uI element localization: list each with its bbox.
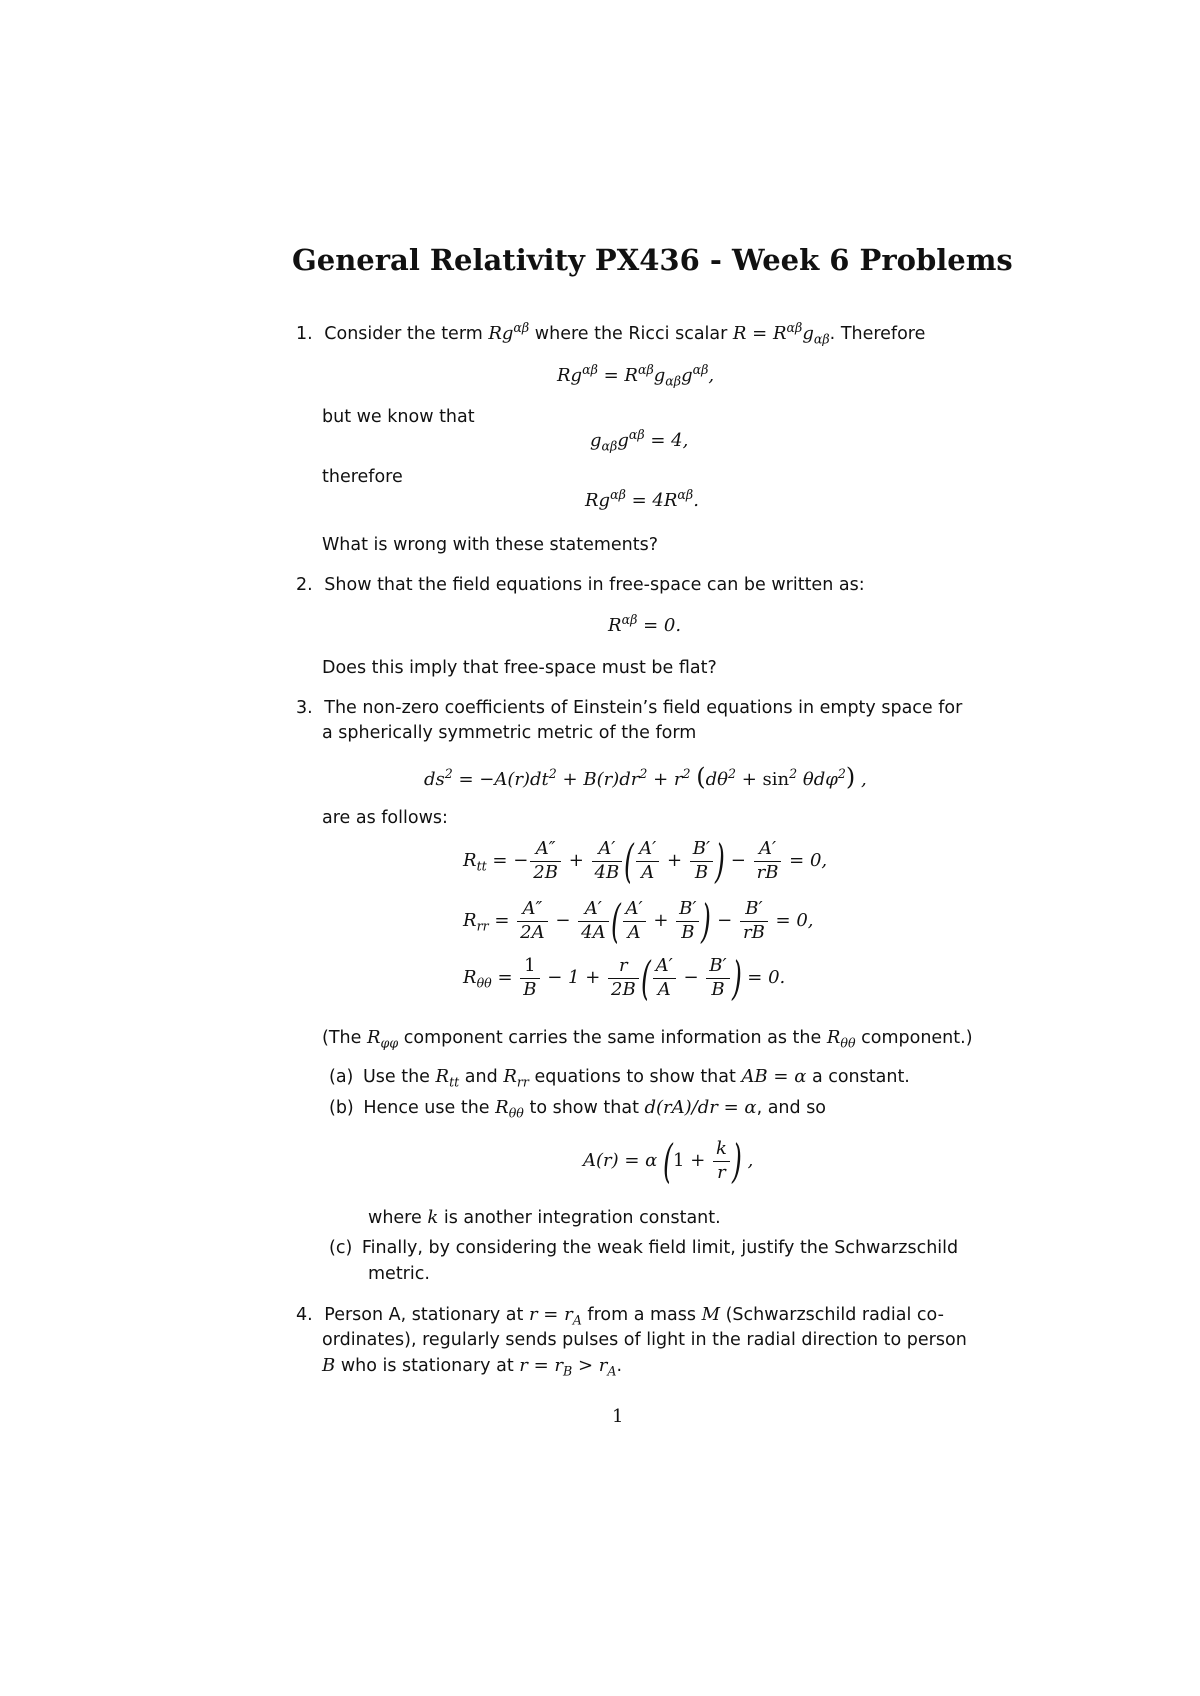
page-title: General Relativity PX436 - Week 6 Problems (292, 243, 1013, 277)
problem-3b-where: where k is another integration constant. (368, 1207, 721, 1228)
problem-3c-line-2: metric. (368, 1264, 430, 1284)
problem-3c-label: (c) (329, 1238, 353, 1258)
metric-equation: $ds^2 = -A(r)dt^2 + B(r)dr^2 + r^2$ $(d\theta^2 + \sin^2 \theta d\varphi^2)$ , (424, 763, 867, 791)
equation-Rrr: $R_{rr}$ = $\frac{A''}{2A}$ − $\frac{A'}{4A}$ ( $\frac{A'}{A}$ + $\frac{B'}{B}$ ) − $\frac{B'}{rB}$ = 0, (463, 894, 814, 948)
problem-4-number: 4. (296, 1305, 313, 1325)
equation-2: $g_{\alpha\beta}g^{\alpha\beta} = 4$, (590, 427, 689, 454)
problem-2-line: 2. Show that the field equations in free-space can be written as: (296, 575, 865, 595)
problem-3-line-2: a spherically symmetric metric of the form (322, 723, 697, 743)
problem-3-are-as-follows: are as follows: (322, 808, 448, 828)
problem-2-question: Does this imply that free-space must be flat? (322, 658, 717, 678)
problem-4-line-2: ordinates), regularly sends pulses of light in the radial direction to person (322, 1330, 967, 1350)
problem-3-note: (The $R_{\varphi\varphi}$ component carries the same information as the $R_{\theta\theta}$ component.) (322, 1027, 973, 1051)
problem-4-line-3: B who is stationary at $r = r_B > r_A$. (322, 1355, 623, 1379)
problem-3-number: 3. (296, 698, 313, 718)
problem-3a: (a) Use the $R_{tt}$ and $R_{rr}$ equations to show that AB = α a constant. (329, 1066, 910, 1090)
problem-3a-label: (a) (329, 1067, 354, 1087)
problem-1-line: 1. Consider the term $Rg^{\alpha\beta}$ where the Ricci scalar $R = R^{\alpha\beta}g_{\alpha\beta}$. Therefore (296, 320, 926, 347)
problem-1-but: but we know that (322, 407, 475, 427)
problem-3b: (b) Hence use the $R_{\theta\theta}$ to show that d(rA)/dr = α, and so (329, 1097, 827, 1121)
equation-3: $Rg^{\alpha\beta} = 4R^{\alpha\beta}$. (585, 487, 699, 511)
problem-2-number: 2. (296, 575, 313, 595)
equation-A-of-r: A(r) = α (1 + $\frac{k}{r}$ ) , (583, 1134, 754, 1188)
problem-3b-label: (b) (329, 1098, 354, 1118)
problem-4-line-1: 4. Person A, stationary at $r = r_A$ from a mass M (Schwarzschild radial co- (296, 1304, 944, 1328)
equation-Rtt: $R_{tt}$ = − $\frac{A''}{2B}$ + $\frac{A'}{4B}$ ( $\frac{A'}{A}$ + $\frac{B'}{B}$ ) − $\frac{A'}{rB}$ = 0, (463, 834, 828, 888)
problem-1-question: What is wrong with these statements? (322, 535, 659, 555)
equation-1: $Rg^{\alpha\beta} = R^{\alpha\beta}g_{\alpha\beta}g^{\alpha\beta}$, (557, 362, 715, 389)
page-number: 1 (612, 1406, 624, 1427)
problem-1-number: 1. (296, 324, 313, 344)
equation-4: $R^{\alpha\beta} = 0$. (608, 612, 682, 636)
problem-1-therefore: therefore (322, 467, 403, 487)
problem-3c: (c) Finally, by considering the weak field limit, justify the Schwarzschild (329, 1238, 959, 1258)
problem-3-line-1: 3. The non-zero coefficients of Einstein’s field equations in empty space for (296, 698, 963, 718)
equation-Rthetatheta: $R_{\theta\theta}$ = $\frac{1}{B}$ − 1 + $\frac{r}{2B}$ ( $\frac{A'}{A}$ − $\frac{B'}{B}$ ) = 0. (463, 951, 786, 1005)
